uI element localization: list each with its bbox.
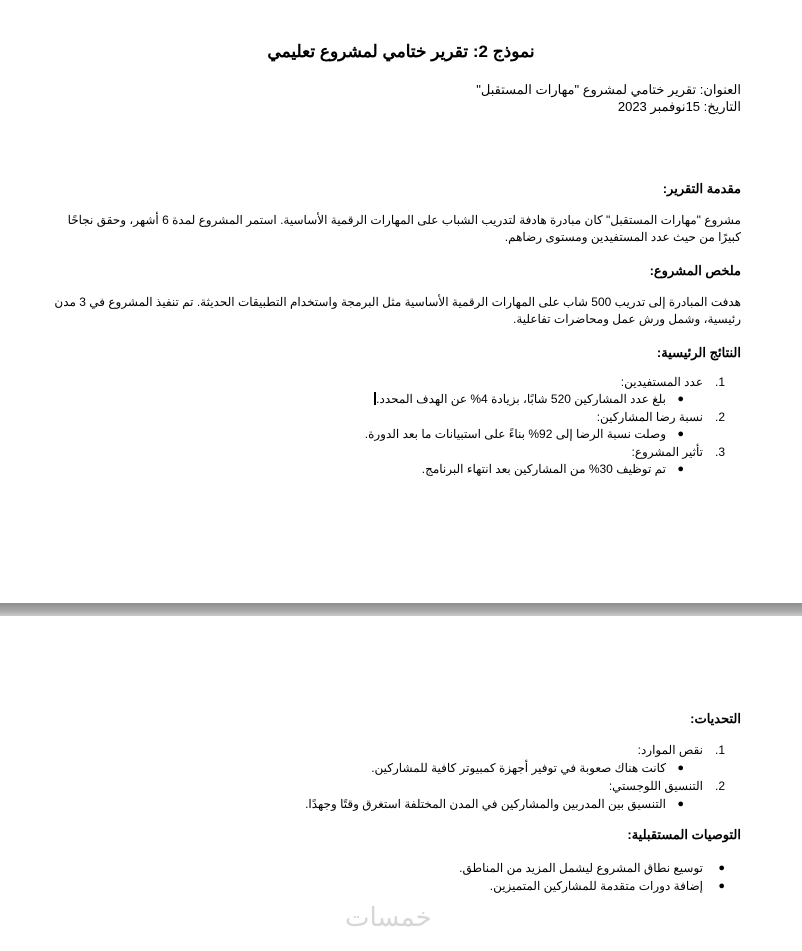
result-1-detail-text: بلغ عدد المشاركين 520 شابًا، بزيادة 4% عن الهدف المحدد. [376, 392, 666, 406]
intro-paragraph: مشروع "مهارات المستقبل" كان مبادرة هادفة لتدريب الشباب على المهارات الرقمية الأساسية. استمر المشروع لمدة 6 أشهر، وحقق نجاحًا كبيرًا من حيث عدد المستفيدين ومستوى رضاهم. [67, 213, 741, 244]
recommendation-1: توسيع نطاق المشروع ليشمل المزيد من المناطق. [459, 861, 703, 875]
document-page-2 [0, 616, 802, 951]
bullet-icon: ● [677, 762, 684, 774]
bullet-icon: ● [677, 428, 684, 440]
bullet-icon: ● [718, 880, 725, 892]
result-2-number: 2. [714, 410, 725, 424]
result-3-label: تأثير المشروع: [631, 445, 703, 459]
result-1-number: 1. [714, 375, 725, 389]
result-2-detail: وصلت نسبة الرضا إلى 92% بناءً على استبيانات ما بعد الدورة. [364, 427, 666, 441]
challenge-2-label: التنسيق اللوجستي: [608, 779, 703, 793]
summary-paragraph: هدفت المبادرة إلى تدريب 500 شاب على المهارات الرقمية الأساسية مثل البرمجة واستخدام التطبيقات الحديثة. تم تنفيذ المشروع في 3 مدن رئيسية، وشمل ورش عمل ومحاضرات تفاعلية. [54, 295, 741, 326]
challenge-2-number: 2. [714, 779, 725, 793]
result-3-detail: تم توظيف 30% من المشاركين بعد انتهاء البرنامج. [421, 462, 666, 476]
result-1-detail [372, 392, 666, 406]
bullet-icon: ● [718, 862, 725, 874]
report-subject-line: العنوان: تقرير ختامي لمشروع "مهارات المستقبل" [476, 82, 741, 97]
summary-heading: ملخص المشروع: [649, 263, 741, 278]
result-1-label: عدد المستفيدين: [620, 375, 703, 389]
challenge-1-number: 1. [714, 743, 725, 757]
intro-heading: مقدمة التقرير: [662, 181, 741, 196]
challenge-1-detail: كانت هناك صعوبة في توفير أجهزة كمبيوتر كافية للمشاركين. [371, 761, 666, 775]
bullet-icon: ● [677, 798, 684, 810]
result-3-number: 3. [714, 445, 725, 459]
results-heading: النتائج الرئيسية: [656, 345, 741, 360]
report-title: نموذج 2: تقرير ختامي لمشروع تعليمي [267, 42, 535, 61]
page-separator [0, 603, 802, 616]
bullet-icon: ● [677, 463, 684, 475]
challenge-1-label: نقص الموارد: [637, 743, 703, 757]
report-date-line: التاريخ: 15نوفمبر 2023 [617, 99, 741, 114]
challenges-heading: التحديات: [690, 711, 741, 726]
recommendation-2: إضافة دورات متقدمة للمشاركين المتميزين. [489, 879, 703, 893]
challenge-2-detail: التنسيق بين المدربين والمشاركين في المدن المختلفة استغرق وقتًا وجهدًا. [305, 797, 666, 811]
watermark-logo: خمسات [345, 903, 432, 933]
recommendations-heading: التوصيات المستقبلية: [627, 827, 741, 842]
result-2-label: نسبة رضا المشاركين: [596, 410, 703, 424]
bullet-icon: ● [677, 393, 684, 405]
